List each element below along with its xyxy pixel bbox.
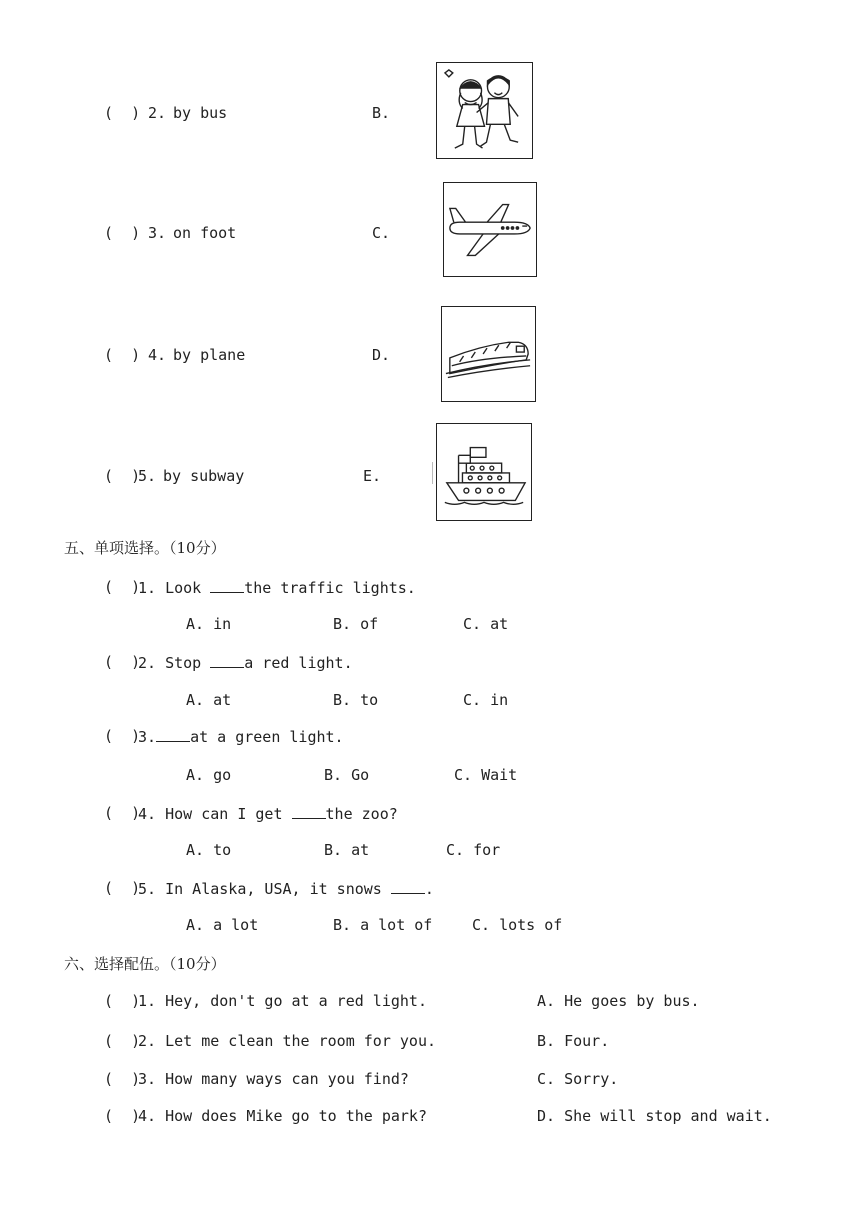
section-heading: 五、单项选择。（10分） xyxy=(64,539,226,557)
picture-letter: D. xyxy=(372,346,391,364)
question-text: 2. Let me clean the room for you. xyxy=(138,1032,437,1050)
question-text: 1. Hey, don't go at a red light. xyxy=(138,992,427,1010)
item-number: 4. xyxy=(148,346,167,364)
answer-paren[interactable]: ( ) xyxy=(104,104,141,122)
answer-paren[interactable]: ( ) xyxy=(104,346,141,364)
item-text: by bus xyxy=(173,104,228,122)
option-c[interactable]: C. at xyxy=(463,615,509,633)
question-text: 4. How does Mike go to the park? xyxy=(138,1107,427,1125)
item-text: by plane xyxy=(173,346,246,364)
answer-paren[interactable]: ( ) xyxy=(104,653,141,671)
answer-blank[interactable] xyxy=(210,580,244,593)
answer-blank[interactable] xyxy=(210,655,244,668)
response-option: B. Four. xyxy=(537,1032,610,1050)
answer-paren[interactable]: ( ) xyxy=(104,1032,141,1050)
option-b[interactable]: B. to xyxy=(333,691,379,709)
answer-paren[interactable]: ( ) xyxy=(104,578,141,596)
question-text: 1. Look the traffic lights. xyxy=(138,579,416,597)
item-number: 5. xyxy=(138,467,157,485)
divider xyxy=(432,462,433,484)
picture-letter: E. xyxy=(363,467,382,485)
response-option: A. He goes by bus. xyxy=(537,992,700,1010)
option-a[interactable]: A. go xyxy=(186,766,232,784)
option-b[interactable]: B. of xyxy=(333,615,379,633)
answer-paren[interactable]: ( ) xyxy=(104,1070,141,1088)
response-option: C. Sorry. xyxy=(537,1070,619,1088)
option-b[interactable]: B. Go xyxy=(324,766,370,784)
picture-letter: B. xyxy=(372,104,391,122)
answer-paren[interactable]: ( ) xyxy=(104,992,141,1010)
answer-blank[interactable] xyxy=(391,881,425,894)
option-b[interactable]: B. a lot of xyxy=(333,916,433,934)
option-b[interactable]: B. at xyxy=(324,841,370,859)
option-a[interactable]: A. to xyxy=(186,841,232,859)
question-text: 3. at a green light. xyxy=(138,728,344,746)
item-text: by subway xyxy=(163,467,245,485)
option-c[interactable]: C. lots of xyxy=(472,916,563,934)
option-a[interactable]: A. a lot xyxy=(186,916,259,934)
answer-paren[interactable]: ( ) xyxy=(104,727,141,745)
picture-letter: C. xyxy=(372,224,391,242)
answer-paren[interactable]: ( ) xyxy=(104,1107,141,1125)
answer-paren[interactable]: ( ) xyxy=(104,804,141,822)
question-text: 5. In Alaska, USA, it snows . xyxy=(138,880,434,898)
two-children-walking-image xyxy=(436,62,533,159)
section-heading: 六、选择配伍。（10分） xyxy=(64,955,226,973)
answer-blank[interactable] xyxy=(292,806,326,819)
option-c[interactable]: C. Wait xyxy=(454,766,518,784)
question-text: 3. How many ways can you find? xyxy=(138,1070,409,1088)
answer-paren[interactable]: ( ) xyxy=(104,879,141,897)
option-c[interactable]: C. in xyxy=(463,691,509,709)
response-option: D. She will stop and wait. xyxy=(537,1107,772,1125)
option-a[interactable]: A. at xyxy=(186,691,232,709)
train-image xyxy=(441,306,536,402)
item-number: 3. xyxy=(148,224,167,242)
airplane-image xyxy=(443,182,537,277)
item-number: 2. xyxy=(148,104,167,122)
option-c[interactable]: C. for xyxy=(446,841,501,859)
answer-paren[interactable]: ( ) xyxy=(104,224,141,242)
question-text: 2. Stop a red light. xyxy=(138,654,353,672)
answer-paren[interactable]: ( ) xyxy=(104,467,141,485)
answer-blank[interactable] xyxy=(156,729,190,742)
question-text: 4. How can I get the zoo? xyxy=(138,805,398,823)
item-text: on foot xyxy=(173,224,237,242)
ship-image xyxy=(436,423,532,521)
option-a[interactable]: A. in xyxy=(186,615,232,633)
